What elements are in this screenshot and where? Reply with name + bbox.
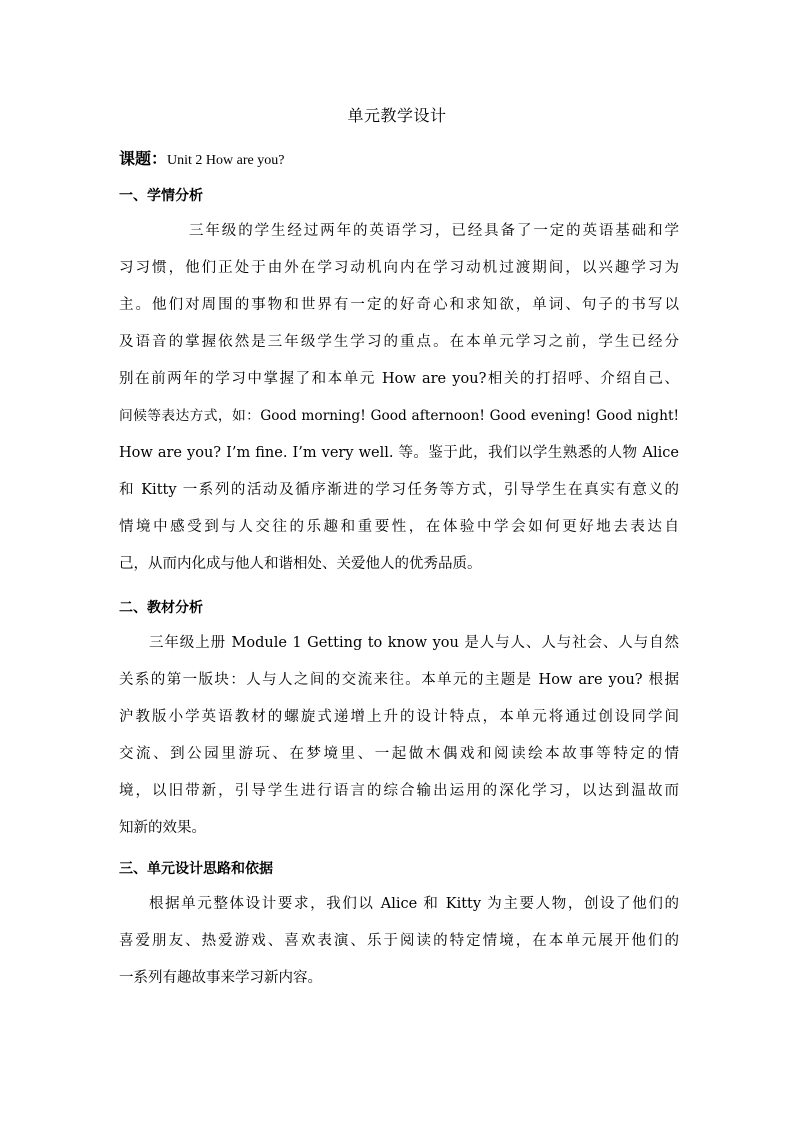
paragraph-line: 境，以旧带新，引导学生进行语言的综合输出运用的深化学习，以达到温故而 <box>119 783 679 799</box>
section-heading-learner-analysis: 一、学情分析 <box>119 188 203 204</box>
paragraph-line: 主。他们对周围的事物和世界有一定的好奇心和求知欲，单词、句子的书写以 <box>119 297 679 313</box>
paragraph-line: 关系的第一版块：人与人之间的交流来往。本单元的主题是 How are you? 根据 <box>119 672 679 688</box>
paragraph-line: 三年级的学生经过两年的英语学习，已经具备了一定的英语基础和学 <box>189 223 679 239</box>
paragraph-line: How are you? I’m fine. I’m very well. 等。鉴于此，我们以学生熟悉的人物 Alice <box>119 445 679 461</box>
paragraph-line: 沪教版小学英语教材的螺旋式递增上升的设计特点，本单元将通过创设同学间 <box>119 709 679 725</box>
section-heading-design-rationale: 三、单元设计思路和依据 <box>119 861 273 877</box>
document-title: 单元教学设计 <box>347 106 447 125</box>
paragraph-line: 三年级上册 Module 1 Getting to know you 是人与人、人与社会、人与自然 <box>149 635 679 651</box>
paragraph-line: 问候等表达方式，如：Good morning! Good afternoon! Good evening! Good night! <box>119 408 679 424</box>
lesson-value: Unit 2 How are you? <box>167 153 285 168</box>
section-body-design-rationale <box>119 886 679 997</box>
section-heading-textbook-analysis: 二、教材分析 <box>119 600 203 616</box>
paragraph-line: 及语音的掌握依然是三年级学生学习的重点。在本单元学习之前，学生已经分 <box>119 334 679 350</box>
paragraph-line: 知新的效果。 <box>119 820 206 836</box>
paragraph-line: 和 Kitty 一系列的活动及循序渐进的学习任务等方式，引导学生在真实有意义的 <box>119 482 679 498</box>
paragraph-line: 根据单元整体设计要求，我们以 Alice 和 Kitty 为主要人物，创设了他们的 <box>149 896 679 912</box>
section-body-textbook-analysis <box>119 625 679 847</box>
paragraph-line: 习习惯，他们正处于由外在学习动机向内在学习动机过渡期间，以兴趣学习为 <box>119 260 679 276</box>
paragraph-line: 交流、到公园里游玩、在梦境里、一起做木偶戏和阅读绘本故事等特定的情 <box>119 746 679 762</box>
paragraph-line: 别在前两年的学习中掌握了和本单元 How are you?相关的打招呼、介绍自己、 <box>119 371 679 387</box>
paragraph-line: 己，从而内化成与他人和谐相处、关爱他人的优秀品质。 <box>119 556 482 572</box>
lesson-label: 课题： <box>119 149 168 168</box>
lesson-topic <box>119 148 284 172</box>
paragraph-line: 情境中感受到与人交往的乐趣和重要性，在体验中学会如何更好地去表达自 <box>119 519 679 535</box>
paragraph-line: 喜爱朋友、热爱游戏、喜欢表演、乐于阅读的特定情境，在本单元展开他们的 <box>119 933 679 949</box>
paragraph-line: 一系列有趣故事来学习新内容。 <box>119 970 322 986</box>
section-body-learner-analysis <box>119 213 679 583</box>
